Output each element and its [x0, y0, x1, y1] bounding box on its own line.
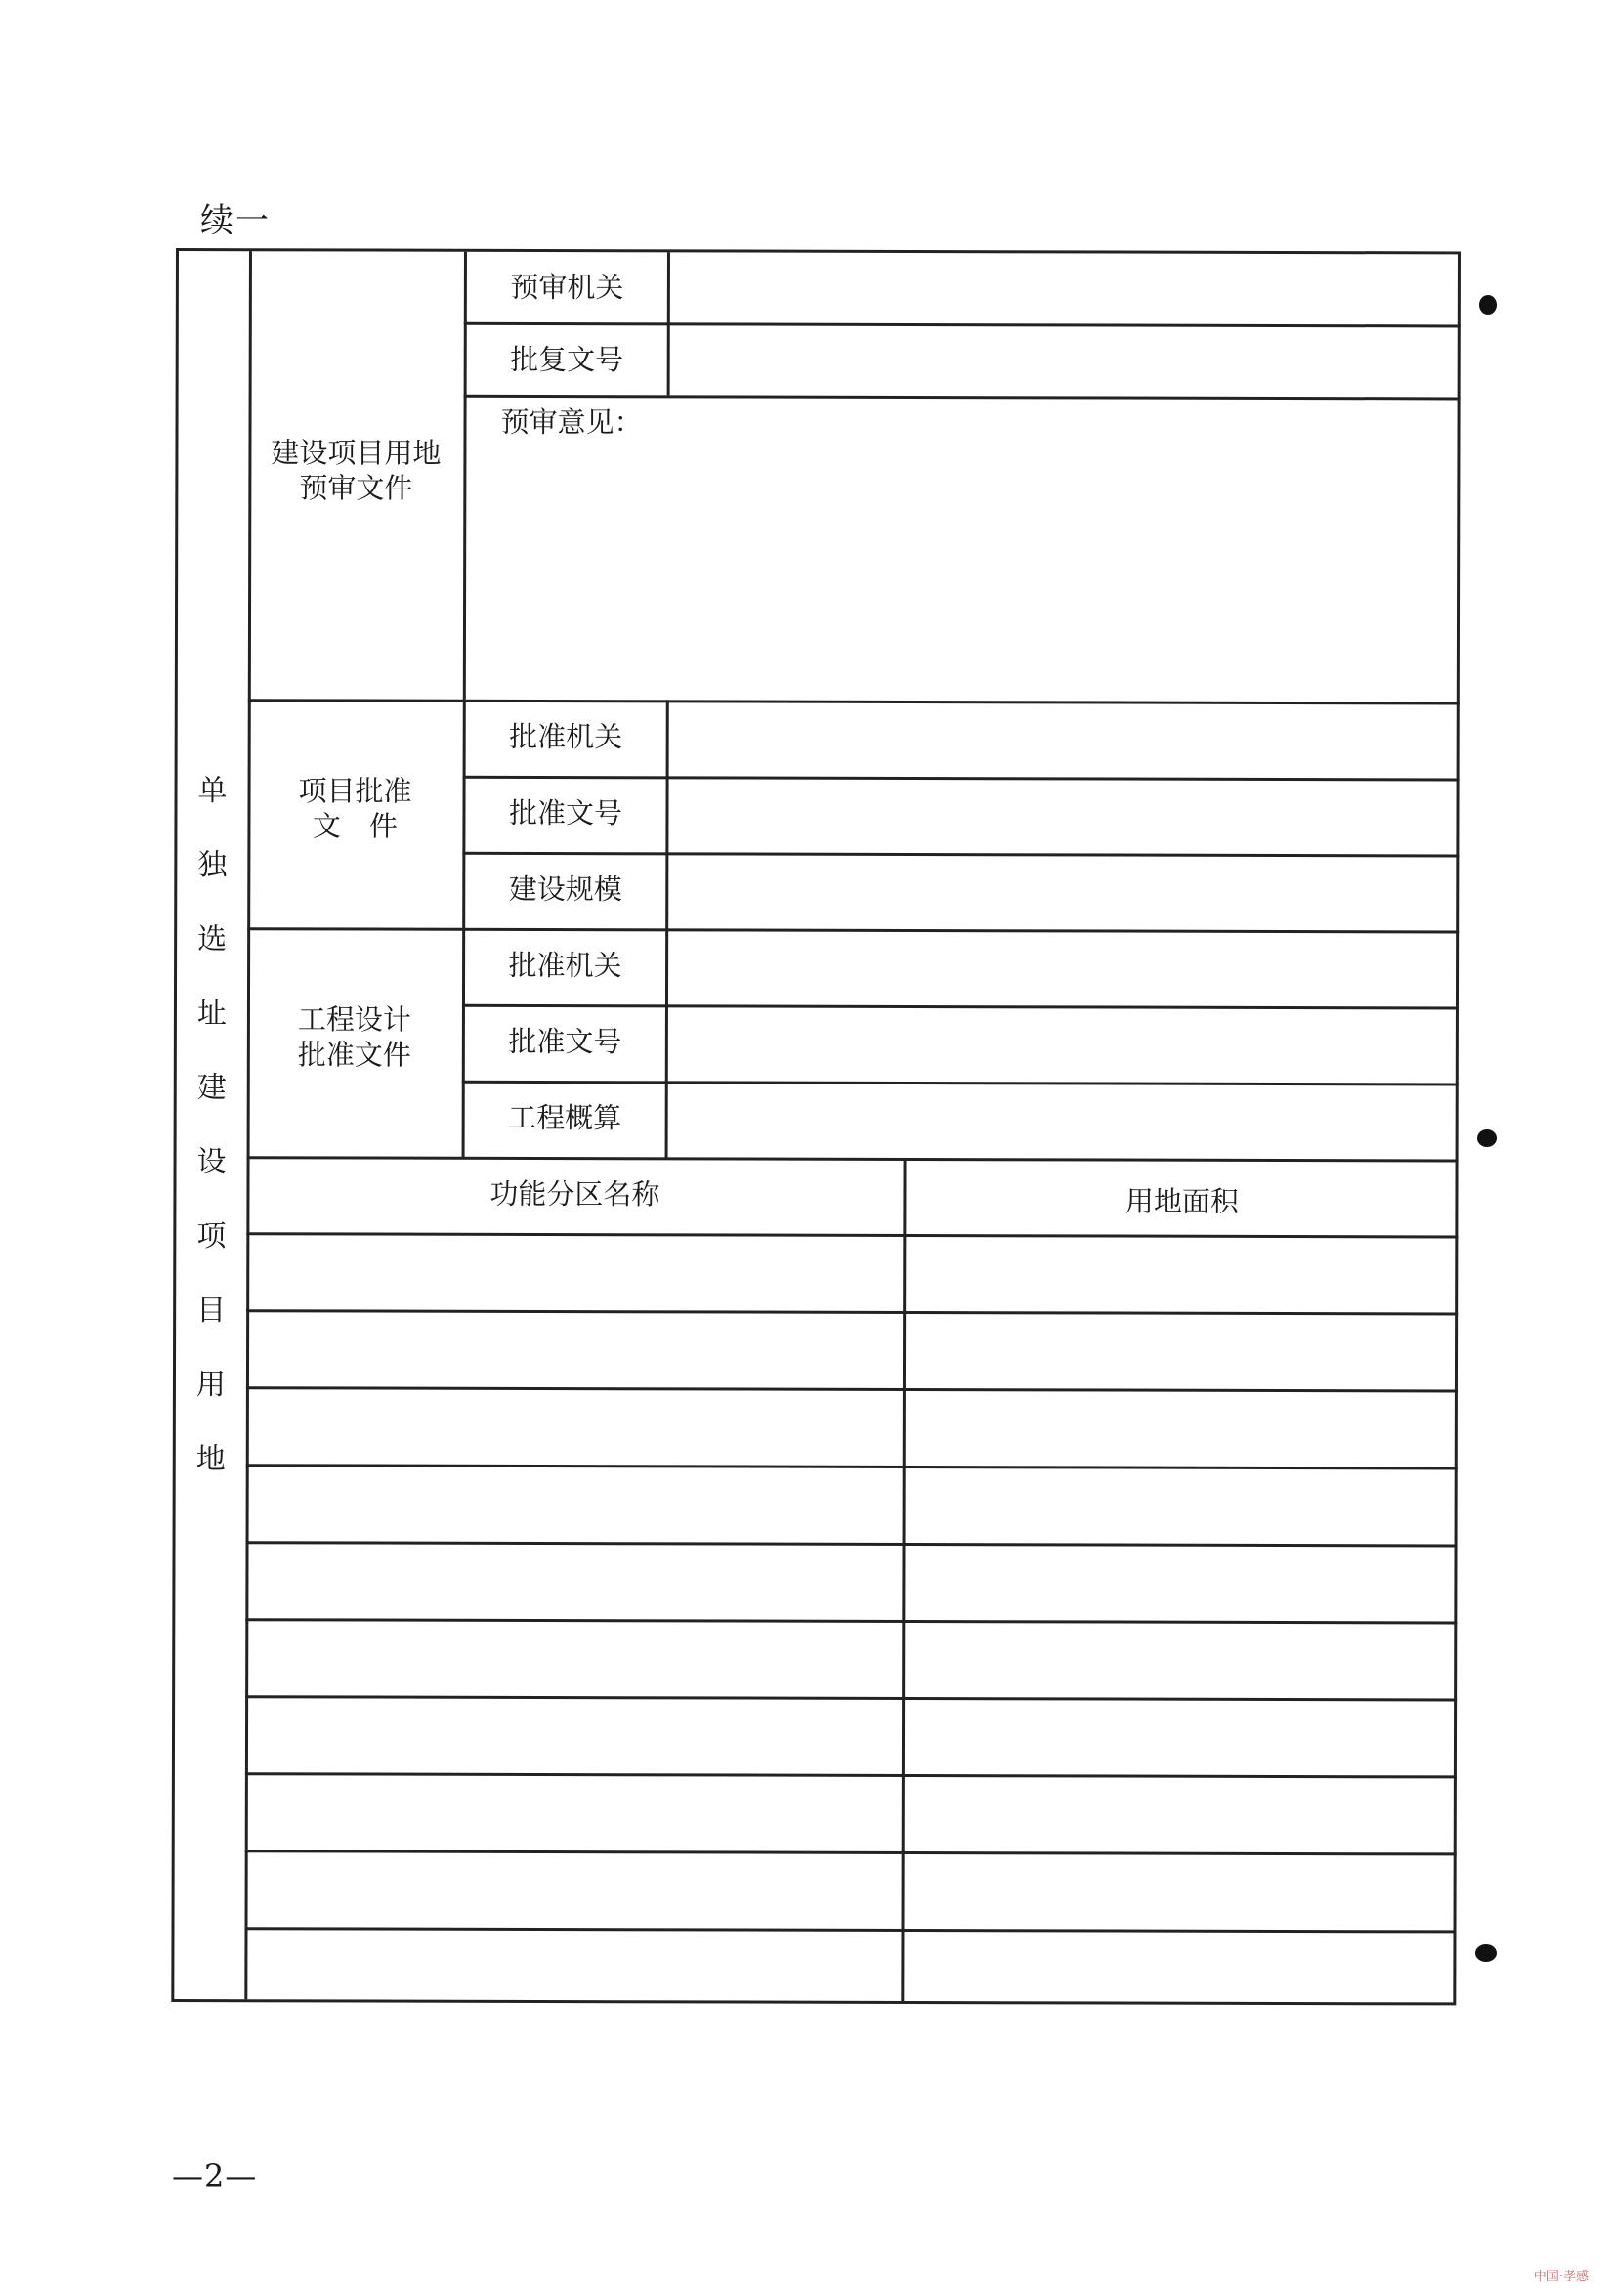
- vertical-title-char: 选: [197, 921, 228, 957]
- row-label: 批准文号: [508, 1024, 622, 1059]
- row-label: 批准机关: [508, 948, 622, 983]
- table-row-line: [244, 1927, 1456, 1933]
- section-title-approval: [247, 773, 462, 844]
- opinion-label: 预审意见：: [500, 404, 643, 440]
- section-title-design: [247, 1001, 462, 1073]
- divider-line: [901, 1158, 906, 2001]
- section-title-line: 工程设计: [297, 1002, 411, 1037]
- divider-line: [463, 252, 467, 700]
- zone-name-header: 功能分区名称: [489, 1176, 660, 1212]
- vertical-title-char: 设: [196, 1144, 227, 1179]
- vertical-title-char: 用: [195, 1367, 227, 1402]
- table-row-line: [245, 1618, 1457, 1624]
- divider-line: [462, 1004, 1459, 1010]
- vertical-title-char: 单: [197, 773, 228, 808]
- divider-line: [462, 1081, 1459, 1086]
- vertical-title-char: 地: [195, 1441, 226, 1476]
- table-row-line: [246, 1464, 1458, 1469]
- section-title-line: 批准文件: [297, 1038, 411, 1072]
- watermark: 中国·孝感: [1533, 2270, 1589, 2284]
- row-label: 预审机关: [510, 270, 624, 305]
- section-title-line: 建设项目用地: [271, 436, 442, 470]
- table-row-line: [246, 1309, 1458, 1315]
- section-title-line: 项目批准: [298, 774, 412, 808]
- row-label: 批复文号: [510, 342, 624, 377]
- vertical-title-char: 址: [196, 996, 227, 1031]
- section-title-preliminary: [248, 435, 463, 506]
- land-use-form-table: [171, 248, 1461, 2005]
- divider-line: [462, 852, 1459, 858]
- row-label: 建设规模: [508, 872, 622, 907]
- row-label: 工程概算: [508, 1100, 622, 1135]
- binding-hole-mark: [1475, 1944, 1497, 1962]
- table-row-line: [245, 1772, 1457, 1778]
- table-row-line: [245, 1850, 1457, 1855]
- table-row-line: [246, 1232, 1458, 1238]
- section-title-line: 预审文件: [299, 471, 413, 505]
- binding-hole-mark: [1477, 1129, 1497, 1147]
- row-label: 批准文号: [508, 795, 623, 830]
- table-row-line: [246, 1541, 1458, 1547]
- table-row-line: [246, 1386, 1458, 1392]
- divider-line: [247, 927, 1459, 933]
- vertical-title-char: 项: [196, 1218, 227, 1254]
- divider-line: [463, 776, 1460, 782]
- divider-line: [464, 322, 1461, 328]
- vertical-title-char: 建: [196, 1070, 227, 1105]
- vertical-section-title: [174, 251, 249, 1999]
- vertical-title-char: 目: [196, 1293, 227, 1328]
- binding-hole-mark: [1479, 295, 1497, 315]
- continued-label: 续一: [200, 201, 271, 240]
- row-label: 批准机关: [509, 719, 623, 754]
- divider-line: [248, 699, 1460, 704]
- vertical-title-char: 独: [197, 847, 228, 882]
- page-number: —2—: [172, 2157, 258, 2194]
- table-row-line: [245, 1695, 1457, 1701]
- section-title-line: 文 件: [312, 809, 398, 843]
- divider-line: [464, 395, 1461, 401]
- land-area-header: 用地面积: [1124, 1184, 1239, 1218]
- divider-line: [247, 1156, 1459, 1162]
